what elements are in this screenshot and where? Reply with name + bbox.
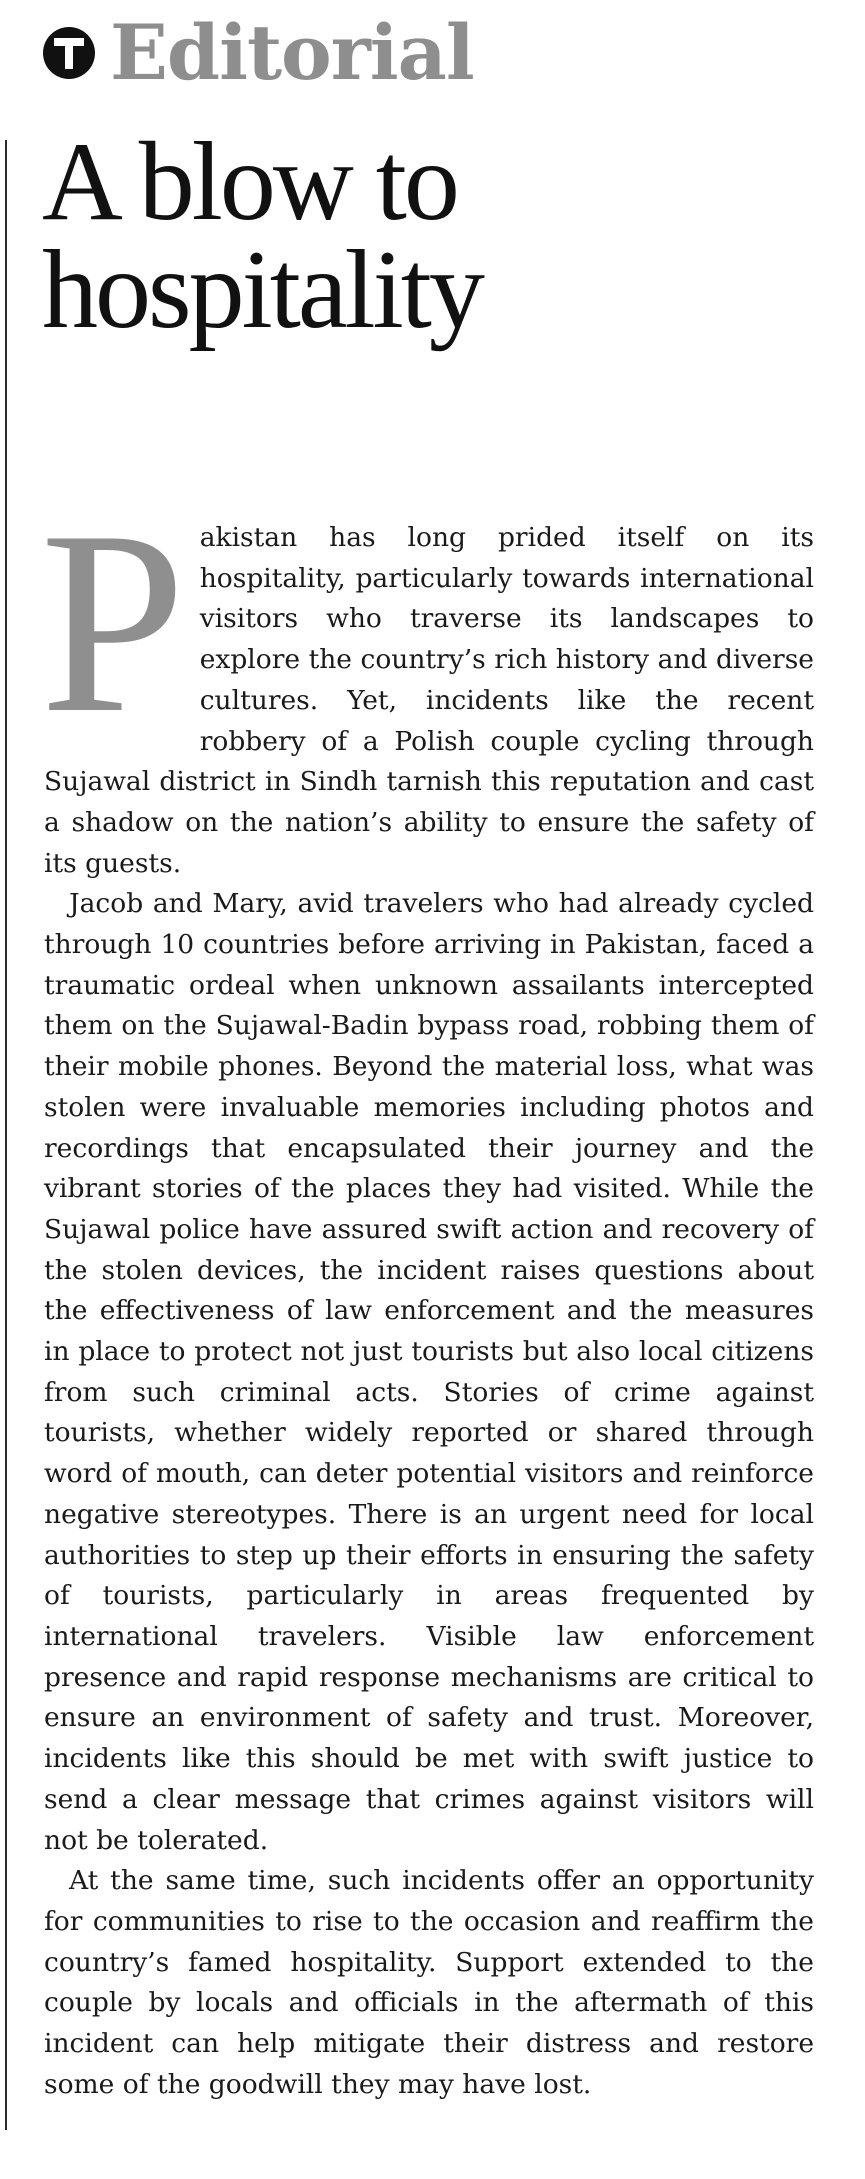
article-paragraph <box>40 477 814 884</box>
section-title: Editorial <box>110 8 474 97</box>
section-header <box>42 8 474 98</box>
headline: A blow to hospitality <box>42 120 482 352</box>
paragraph-text: akistan has long prided itself on its hospitality, particularly towards international visitors who traverse its landscapes to explore the country’s rich history and diverse cultures. Yet, incidents like the recent robbery of a Polish couple cycling through Sujawal district in Sindh tarnish this reputation and cast a shadow on the nation’s ability to ensure the safety of its guests. <box>44 522 814 879</box>
article-paragraph: At the same time, such incidents offer an opportunity for communities to rise to the occasion and reaffirm the country’s famed hospitality. Support extended to the couple by locals and officials in the aftermath of this incident can help mitigate their distress and restore some of the goodwill they may have lost. <box>44 1865 814 2100</box>
newspaper-t-logo-icon <box>42 26 96 80</box>
article-paragraph: Jacob and Mary, avid travelers who had already cycled through 10 countries before arriving in Pakistan, faced a traumatic ordeal when unknown assailants intercepted them on the Sujawal-Badin bypass road, robbing them of their mobile phones. Beyond the material loss, what was stolen were invaluable memories including photos and recordings that encapsulated their journey and the vibrant stories of the places they had visited. While the Sujawal police have assured swift action and recovery of the stolen devices, the incident raises questions about the effectiveness of law enforcement and the measures in place to protect not just tourists but also local citizens from such criminal acts. Stories of crime against tourists, whether widely reported or shared through word of mouth, can deter potential visitors and reinforce negative stereotypes. There is an urgent need for local authorities to step up their efforts in ensuring the safety of tourists, particularly in areas frequented by international travelers. Visible law enforcement presence and rapid response mechanisms are critical to ensure an environment of safety and trust. Moreover, incidents like this should be met with swift justice to send a clear message that crimes against visitors will not be tolerated. <box>44 888 814 1856</box>
drop-cap: P <box>40 477 186 767</box>
column-rule <box>5 140 7 2130</box>
article-body <box>40 477 814 2105</box>
